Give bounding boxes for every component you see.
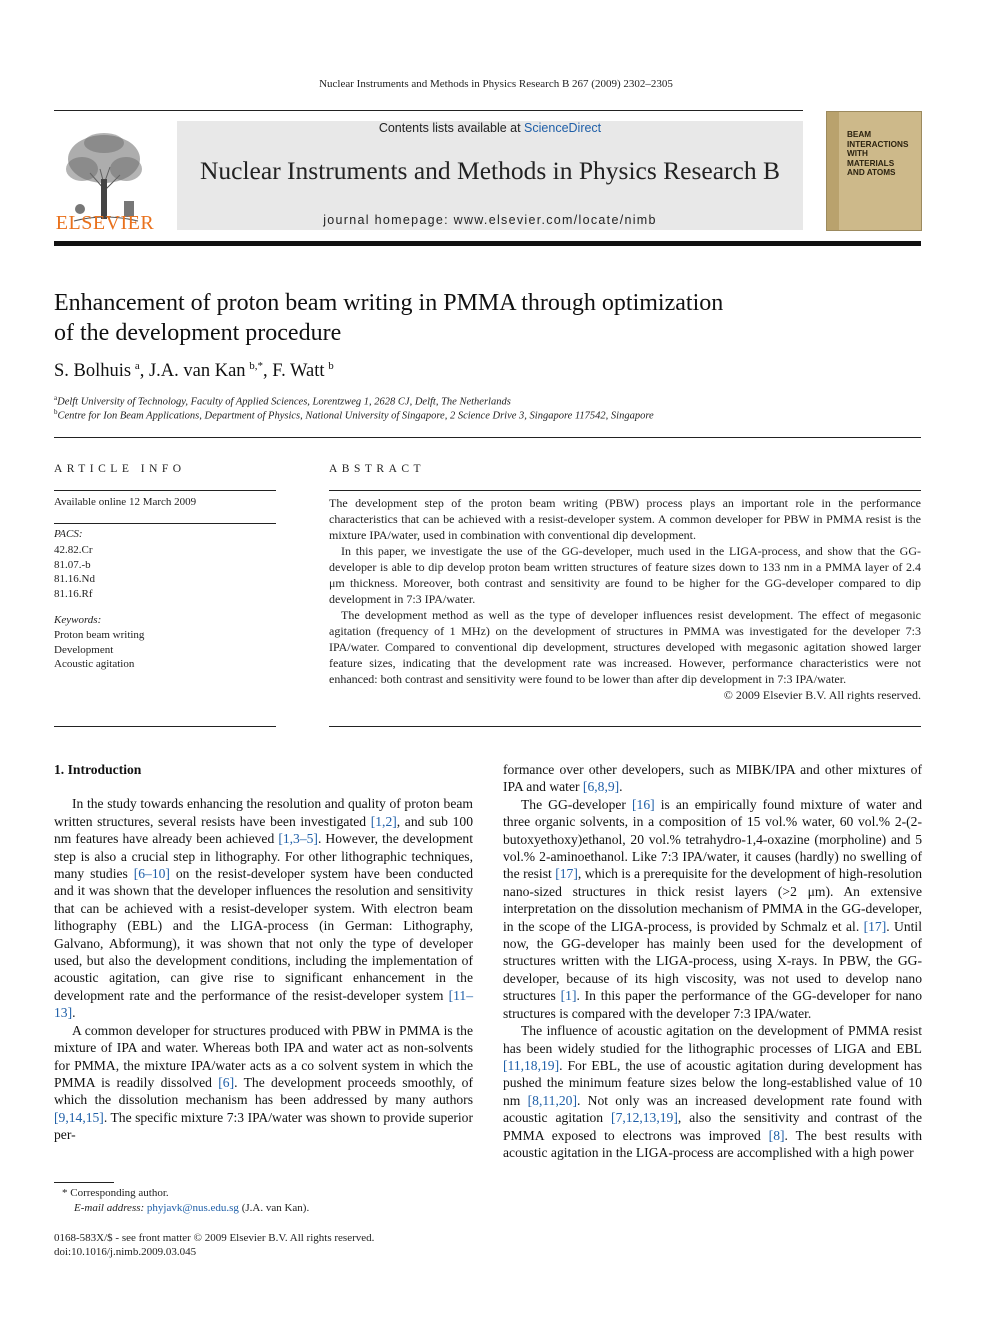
footnote-rule xyxy=(54,1182,114,1183)
cover-line: BEAM xyxy=(847,130,872,139)
abstract-heading: ABSTRACT xyxy=(329,463,426,475)
sciencedirect-link[interactable]: ScienceDirect xyxy=(524,121,602,135)
abstract-paragraph: The development method as well as the type of developer influences resist development. The effect of megasonic agitation (frequency of 1 MHz) on the development of structures in PMMA was investigated for the developer 7:3 IPA/water. Compared to conventional dip development, structures developed with megasonic agitation showed larger feature sizes, indicating that the development rate was increased. However, performance characteristics were not enhanced: both contrast and sensitivity were found to be lower than after dip development in 7:3 IPA/water. xyxy=(329,608,921,686)
pacs-code: 81.16.Rf xyxy=(54,587,93,600)
abstract-bottom-rule xyxy=(329,726,921,727)
citation-link[interactable]: [9,14,15] xyxy=(54,1109,104,1125)
body-paragraph: The GG-developer [16] is an empirically found mixture of water and three organic solvents, in a composition of 15 vol.% water, 60 vol.% 2-(2-butoxyethoxy)ethanol, 20 vol.% tetrahydro-1,4-oxazine (morpholine) and 5 vol.% 2-aminoethanol. Like 7:3 IPA/water, it causes (hardly) no swelling of the resist [17], which is a prerequisite for the development of high-resolution nano-sized structures in thick resist layers (>2 μm). An extensive interpretation on the dissolution mechanism of PMMA in the GG-developer, in the scope of the LIGA-process, is provided by Schmalz et al. [17]. Until now, the GG-developer has mainly been used for the development of structures written with the LIGA-process, using X-rays. In PBW, the GG-developer, because of its high viscosity, was not used to develop nano structures [1]. In this paper the performance of the GG-developer for nano structures is compared with the developer 7:3 IPA/water. xyxy=(503,796,923,1021)
body-paragraph: In the study towards enhancing the resolution and quality of proton beam written structures, several resists have been investigated [1,2], and sub 100 nm features have already been achieved [1,3–5]. However, the development step is also a crucial step in lithography. For other lithographic techniques, many studies [6–10] on the resist-developer system have been conducted and it was shown that the developer influences the resolution and sensitivity that can be achieved with a resist-developer system. With electron beam lithography (EBL) and the LIGA-process (in German: Lithography, Galvano, Abformung), it was shown that not only the type of developer used, but also the development conditions, including the implementation of acoustic agitation, can give rise to significant enhancement in the development rate and the performance of the resist-developer system [11–13]. xyxy=(54,796,473,1021)
keyword: Proton beam writing xyxy=(54,629,145,641)
keywords-list xyxy=(54,628,144,672)
author-name[interactable]: F. Watt xyxy=(272,361,325,382)
affiliation xyxy=(54,394,511,408)
keywords-label: Keywords: xyxy=(54,614,102,626)
article-info-heading: ARTICLE INFO xyxy=(54,463,186,475)
corresponding-author-note: * Corresponding author. xyxy=(62,1187,169,1199)
pacs-code: 42.82.Cr xyxy=(54,544,93,556)
article-title-line: Enhancement of proton beam writing in PMMA through optimization xyxy=(54,290,724,316)
contents-line xyxy=(177,121,803,135)
citation-link[interactable]: [8,11,20] xyxy=(527,1092,577,1108)
abstract-paragraph: In this paper, we investigate the use of the GG-developer, much used in the LIGA-process, and show that the GG-developer is able to dip develop proton beam written structures of feature sizes down to 133 nm in a PMMA layer of 2.4 μm thickness. Moreover, both contrast and sensitivity are found to be higher for the GG-developer compared to dip development in 7:3 IPA/water. xyxy=(329,544,921,606)
affiliation-text: Centre for Ion Beam Applications, Department of Physics, National University of Singapore, 2 Science Drive 3, Singapore 117542, Singapore xyxy=(57,410,654,422)
footnote xyxy=(62,1186,309,1215)
body-column-left xyxy=(54,761,473,1144)
issn-line: 0168-583X/$ - see front matter © 2009 Elsevier B.V. All rights reserved. xyxy=(54,1232,375,1244)
article-info-rule xyxy=(54,523,276,524)
cover-line: MATERIALS xyxy=(847,158,895,168)
author-affil-sup: b,* xyxy=(249,360,264,372)
cover-line: AND ATOMS xyxy=(847,168,896,177)
affiliation xyxy=(54,408,654,422)
header-top-rule xyxy=(54,110,803,111)
citation-link[interactable]: [6–10] xyxy=(133,866,170,882)
abstract-body xyxy=(329,495,921,703)
author-affil-sup: b xyxy=(328,360,334,372)
citation-link[interactable]: [1,2] xyxy=(370,813,397,829)
author-list: S. Bolhuis $^a$, J.A. van Kan $^{b,*}$, F. Watt $^b$ xyxy=(54,360,334,382)
running-head: Nuclear Instruments and Methods in Physics Research B 267 (2009) 2302–2305 xyxy=(319,78,673,90)
email-link[interactable]: phyjavk@nus.edu.sg xyxy=(146,1201,239,1214)
author-name[interactable]: J.A. van Kan xyxy=(148,361,246,382)
affiliation-sup: a xyxy=(54,394,58,402)
article-title-line: of the development procedure xyxy=(54,320,342,346)
citation-link[interactable]: [7,12,13,19] xyxy=(611,1110,678,1126)
pacs-list xyxy=(54,543,95,601)
email-label: E-mail address: xyxy=(74,1201,147,1214)
available-online: Available online 12 March 2009 xyxy=(54,496,197,508)
abstract-paragraph: The development step of the proton beam writing (PBW) process plays an important role in the performance characteristics that can be achieved with a resist-developer system. A common developer for PBW in PMMA resist is the mixture IPA/water, used in combination with conventional dip development. xyxy=(329,496,921,542)
email-line xyxy=(62,1201,309,1216)
citation-link[interactable]: [16] xyxy=(632,796,655,812)
body-column-right xyxy=(503,761,922,1161)
author-affil-sup: a xyxy=(134,360,140,372)
affiliation-rule xyxy=(54,437,921,438)
cover-line: WITH xyxy=(847,149,868,158)
body-paragraph: formance over other developers, such as MIBK/IPA and other mixtures of IPA and water [6,8,9]. xyxy=(503,762,922,795)
issn-block xyxy=(54,1231,374,1259)
citation-link[interactable]: [11,18,19] xyxy=(503,1057,560,1073)
body-paragraph: The influence of acoustic agitation on the development of PMMA resist has been widely studied for the lithographic processes of LIGA and EBL [11,18,19]. For EBL, the use of acoustic agitation during development has pushed the minimum feature sizes below the long-established value of 10 nm [8,11,20]. Not only was an increased development rate found with acoustic agitation [7,12,13,19], also the sensitivity and contrast of the PMMA exposed to electrons was improved [8]. The best results with acoustic agitation in the LIGA-process are accomplished with a high power xyxy=(503,1023,923,1160)
cover-stripe xyxy=(827,112,839,230)
journal-homepage[interactable]: journal homepage: www.elsevier.com/locate/nimb xyxy=(323,213,657,227)
citation-link[interactable]: [11–13] xyxy=(54,987,473,1021)
journal-cover-thumbnail xyxy=(826,111,922,231)
abstract-copyright: © 2009 Elsevier B.V. All rights reserved. xyxy=(723,688,921,702)
pacs-code: 81.16.Nd xyxy=(54,573,95,585)
email-suffix: (J.A. van Kan). xyxy=(238,1201,310,1214)
publisher-logo-text: ELSEVIER xyxy=(55,212,155,234)
keyword: Acoustic agitation xyxy=(54,658,135,670)
body-paragraph: A common developer for structures produced with PBW in PMMA is the mixture of IPA and water. Whereas both IPA and water act as non-solvents for PMMA, the mixture IPA/water acts as a co solvent system in which the PMMA is readily dissolved [6]. The development proceeds smoothly, of which the dissolution mechanism has been addressed by many authors [9,14,15]. The specific mixture 7:3 IPA/water was shown to provide superior per- xyxy=(54,1022,473,1143)
section-title: 1. Introduction xyxy=(54,762,142,777)
citation-link[interactable]: [17] xyxy=(863,918,887,934)
journal-title: Nuclear Instruments and Methods in Physics Research B xyxy=(199,156,780,185)
doi-line[interactable]: doi:10.1016/j.nimb.2009.03.045 xyxy=(54,1246,197,1258)
header-bottom-rule xyxy=(54,241,921,246)
citation-link[interactable]: [17] xyxy=(555,866,578,882)
affiliation-sup: b xyxy=(54,408,58,416)
cover-text xyxy=(847,130,908,178)
article-info-bottom-rule xyxy=(54,726,276,727)
pacs-code: 81.07.-b xyxy=(54,558,91,571)
abstract-rule xyxy=(329,490,921,491)
citation-link[interactable]: [6] xyxy=(218,1074,235,1090)
contents-prefix: Contents lists available at xyxy=(378,121,525,135)
pacs-label: PACS: xyxy=(54,528,83,540)
affiliation-text: Delft University of Technology, Faculty of Applied Sciences, Lorentzweg 1, 2628 CJ, Delft, The Netherlands xyxy=(57,396,511,408)
keyword: Development xyxy=(54,643,114,656)
citation-link[interactable]: [1] xyxy=(560,988,577,1004)
article-title xyxy=(54,288,854,348)
citation-link[interactable]: [6,8,9] xyxy=(582,779,620,795)
cover-line: INTERACTIONS xyxy=(847,139,909,149)
article-info-rule xyxy=(54,490,276,491)
author-name[interactable]: S. Bolhuis xyxy=(54,361,132,382)
citation-link[interactable]: [1,3–5] xyxy=(278,831,318,847)
citation-link[interactable]: [8] xyxy=(768,1127,785,1143)
